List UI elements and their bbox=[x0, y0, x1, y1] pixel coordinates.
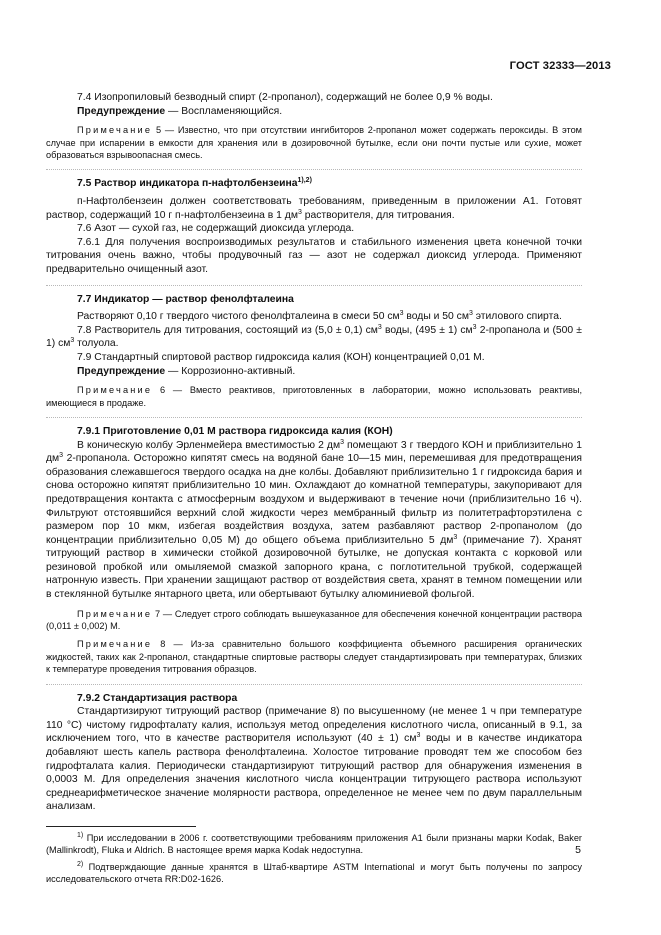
paragraph-7-8 bbox=[46, 324, 582, 351]
superscript: 3 bbox=[297, 208, 302, 216]
section-divider bbox=[46, 417, 582, 418]
superscript: 3 bbox=[70, 337, 75, 345]
heading-7-9-2: 7.9.2 Стандартизация раствора bbox=[77, 692, 238, 704]
superscript: 3 bbox=[468, 310, 473, 318]
text-run: этилового спирта. bbox=[472, 311, 562, 323]
section-divider bbox=[46, 684, 582, 685]
note-label: Примечание bbox=[77, 385, 153, 396]
warning-text: — Коррозионно-активный. bbox=[165, 365, 296, 377]
footnote-ref: 1),2) bbox=[297, 177, 312, 185]
note-label: Примечание bbox=[77, 125, 153, 136]
footnote-text: При исследовании в 2006 г. соответствующими требованиям приложения А1 были признаны марки Kodak, Baker (Mallinkrodt), Fluka и Aldrich. В настоящее время марка Kodak недоступна. bbox=[46, 833, 582, 856]
text-run: 2-пропанола. Осторожно кипятят смесь на водяной бане 10—15 мин, перемешивая для предотвращения образования слежавшегося твердого осадка на дне колбы. Добавляют приблизительно 1 г гидроксида бария и снова осторожно кипятят приблизительно 10 мин. Охлаждают до комнатной температуры, закупоривают для предотвращения контакта с атмосферным воздухом и выдерживают в течение ночи (приблизительно 16 ч). Фильтруют отстоявшийся верхний слой жидкости через мембранный фильтр из политетрафторэтилена с размером пор 10 мкм, избегая воздействия воздуха, затем разбавляют раствор 2-пропанолом (до концентрации приблизительно 0,05 М) до общего объема приблизительно 5 дм bbox=[46, 453, 582, 546]
section-divider bbox=[46, 169, 582, 170]
paragraph-7-6: 7.6 Азот — сухой газ, не содержащий диоксида углерода. bbox=[77, 223, 355, 235]
footnote-1 bbox=[46, 832, 582, 857]
text-run: 2-пропанола и (500 ± 1) см bbox=[46, 324, 582, 350]
superscript: 3 bbox=[377, 323, 382, 331]
section-divider bbox=[46, 285, 582, 286]
text-run: помещают 3 г твердого КОН и приблизительно 1 дм bbox=[46, 439, 582, 465]
heading-7-5 bbox=[46, 177, 582, 191]
document-body bbox=[46, 91, 582, 886]
page-number: 5 bbox=[575, 844, 581, 856]
heading-text: 7.5 Раствор индикатора п-нафтолбензеина bbox=[77, 178, 298, 190]
superscript: 3 bbox=[340, 438, 344, 446]
warning-text: — Воспламеняющийся. bbox=[165, 105, 283, 117]
text-run: п-Нафтолбензеин должен соответствовать требованиям, приведенным в приложении А1. Готовят раствор, содержащий 10 г п-нафтолбензеина в 1 дм bbox=[46, 196, 582, 221]
paragraph-7-9-1 bbox=[46, 439, 582, 602]
paragraph-7-6-1: 7.6.1 Для получения воспроизводимых результатов и стабильного изменения цвета конечной точки титрования очень важно, чтобы продувочный газ — азот не содержал диоксид углерода. Применяют предварительно очищенный азот. bbox=[46, 236, 582, 275]
text-run: (примечание 7). Хранят титрующий раствор в химически стойкой дозировочной бутылке, не допуская контакта с корковой или резиновой пробкой или омыляемой смазкой запорного крана, с поглотительной трубкой, содержащей натронную известь. При хранении защищают раствор от воздействия света, хранят в темном помещении или в стеклянной бутылке янтарного цвета, или обертывают бутылку алюминиевой фольгой. bbox=[46, 534, 582, 601]
note-text: 7 — Следует строго соблюдать вышеуказанное для обеспечения конечной концентрации раствора (0,011 ± 0,002) М. bbox=[46, 608, 582, 632]
footnote-mark: 2) bbox=[77, 860, 84, 868]
paragraph-7-9-2 bbox=[46, 705, 582, 814]
footnote-separator bbox=[46, 826, 196, 827]
text-run: воды и 50 см bbox=[403, 311, 469, 323]
text-run: растворителя, для титрования. bbox=[301, 209, 455, 221]
paragraph-7-4: 7.4 Изопропиловый безводный спирт (2-пропанол), содержащий не более 0,9 % воды. bbox=[77, 92, 493, 103]
note-7 bbox=[46, 608, 582, 633]
note-label: Примечание bbox=[77, 608, 153, 619]
heading-7-9-1: 7.9.1 Приготовление 0,01 М раствора гидроксида калия (КОН) bbox=[77, 425, 393, 437]
note-text: 6 — Вместо реактивов, приготовленных в лаборатории, можно использовать реактивы, имеющиеся в продаже. bbox=[46, 385, 582, 408]
superscript: 3 bbox=[472, 323, 477, 331]
note-8 bbox=[46, 638, 582, 675]
note-5 bbox=[46, 124, 582, 161]
text-run: Растворяют 0,10 г твердого чистого фенолфталеина в смеси 50 см bbox=[77, 311, 400, 323]
superscript: 3 bbox=[59, 452, 64, 460]
text-run: 7.8 Растворитель для титрования, состоящий из (5,0 ± 0,1) см bbox=[77, 324, 378, 336]
footnote-mark: 1) bbox=[77, 832, 84, 840]
warning-7-9 bbox=[46, 365, 582, 379]
text-run: воды и в качестве индикатора добавляют шесть капель раствора фенолфталеина. Холостое титрование проводят тем же способом без гидрофталата калия. Периодически стандартизируют титрующий раствор для обнаружения изменения в 0,0003 М. Для определения значения кислотного числа концентрации титрующего раствора используют среднеарифметическое значение молярности раствора, определенное не менее чем по двум параллельным анализам. bbox=[46, 733, 582, 813]
paragraph-7-5 bbox=[46, 195, 582, 222]
note-6 bbox=[46, 384, 582, 409]
superscript: 3 bbox=[399, 310, 404, 318]
note-text: 8 — Из-за сравнительно большого коэффициента объемного расширения органических жидкостей, таких как 2-пропанол, стандартные спиртовые растворы следует стандартизировать при температурах, близких к температуре проведения титрования образцов. bbox=[46, 639, 582, 675]
text-run: воды, (495 ± 1) см bbox=[381, 324, 473, 336]
paragraph-7-7 bbox=[46, 310, 582, 324]
text-run: Стандартизируют титрующий раствор (примечание 8) по высушенному (не менее 1 ч при температуре 110 °С) чистому гидрофталату калия, используя метод определения кислотного числа, описанный в 9.1, за исключением того, что в качестве растворителя используют (40 ± 1) см bbox=[46, 706, 582, 745]
superscript: 3 bbox=[453, 533, 458, 541]
note-text: 5 — Известно, что при отсутствии ингибиторов 2-пропанол может содержать пероксиды. В этом случае при испарении в емкости для хранения или в дозировочной бутылке, если они почти пустые или сухие, может образоваться взрывоопасная смесь. bbox=[46, 125, 582, 160]
standard-header: ГОСТ 32333—2013 bbox=[509, 60, 611, 72]
warning-label: Предупреждение bbox=[77, 105, 166, 117]
paragraph-7-9: 7.9 Стандартный спиртовой раствор гидроксида калия (КОН) концентрацией 0,01 М. bbox=[77, 351, 485, 363]
superscript: 3 bbox=[416, 732, 421, 740]
text-run: В коническую колбу Эрленмейера вместимостью 2 дм bbox=[77, 439, 341, 451]
heading-7-7: 7.7 Индикатор — раствор фенолфталеина bbox=[77, 293, 294, 305]
warning-label: Предупреждение bbox=[77, 365, 166, 377]
footnote-2 bbox=[46, 861, 582, 886]
footnote-text: Подтверждающие данные хранятся в Штаб-квартире ASTM International и могут быть получены по запросу исследовательского отчета RR:D02-1626. bbox=[46, 861, 582, 885]
text-run: толуола. bbox=[74, 338, 119, 350]
note-label: Примечание bbox=[77, 639, 153, 650]
warning-7-4 bbox=[46, 105, 582, 119]
